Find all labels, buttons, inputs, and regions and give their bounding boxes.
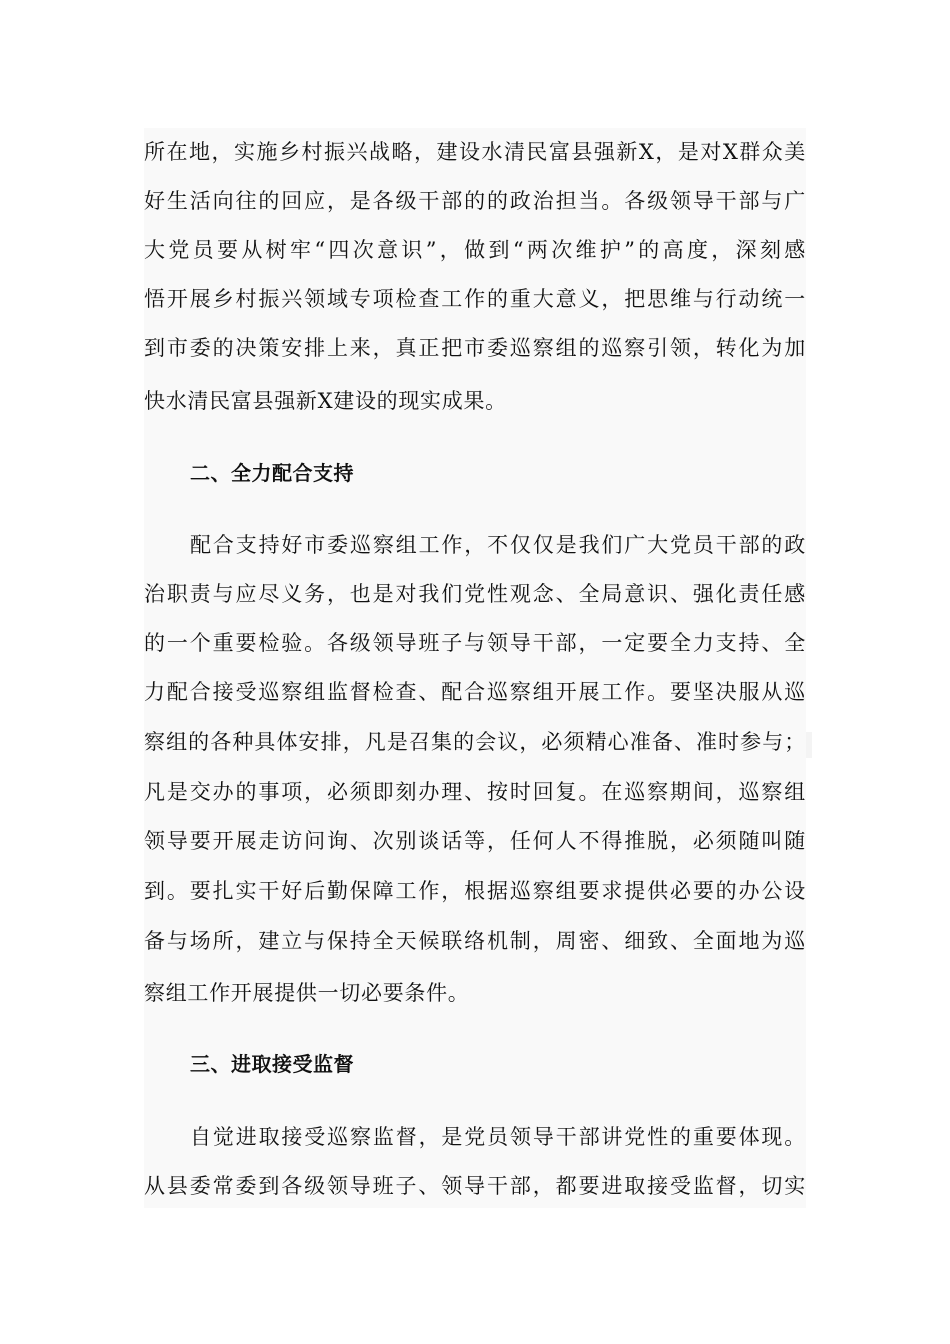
paragraph-line: 治职责与应尽义务，也是对我们党性观念、全局意识、强化责任感 [144,582,806,606]
paragraph-line: 力配合接受巡察组监督检查、配合巡察组开展工作。要坚决服从巡 [144,680,806,704]
section-heading: 三、进取接受监督 [190,1052,354,1076]
paragraph-line: 到。要扎实干好后勤保障工作，根据巡察组要求提供必要的办公设 [144,879,806,903]
paragraph-line: 的一个重要检验。各级领导班子与领导干部，一定要全力支持、全 [144,631,806,655]
paragraph-line: 快水清民富县强新Ⅹ建设的现实成果。 [144,389,507,413]
edge-mark [806,732,812,758]
paragraph-line: 领导要开展走访问询、次别谈话等，任何人不得推脱，必须随叫随 [144,829,806,853]
paragraph-line: 察组工作开展提供一切必要条件。 [144,981,470,1005]
paragraph-line: 到市委的决策安排上来，真正把市委巡察组的巡察引领，转化为加 [144,336,806,360]
paragraph-line: 从县委常委到各级领导班子、领导干部，都要进取接受监督，切实 [144,1174,806,1198]
paragraph-line: 备与场所，建立与保持全天候联络机制，周密、细致、全面地为巡 [144,929,806,953]
section-heading: 二、全力配合支持 [190,461,354,485]
paragraph-line: 所在地，实施乡村振兴战略，建设水清民富县强新Ⅹ，是对Ⅹ群众美 [144,140,806,164]
paragraph-line: 悟开展乡村振兴领域专项检查工作的重大意义，把思维与行动统一 [144,287,806,311]
paragraph-line: 察组的各种具体安排，凡是召集的会议，必须精心准备、准时参与； [144,730,806,754]
paragraph-line: 大党员要从树牢“四次意识”，做到“两次维护”的高度，深刻感 [144,238,806,262]
paragraph-line: 配合支持好市委巡察组工作，不仅仅是我们广大党员干部的政 [190,533,806,557]
paragraph-line: 好生活向往的回应，是各级干部的的政治担当。各级领导干部与广 [144,189,806,213]
paragraph-line: 凡是交办的事项，必须即刻办理、按时回复。在巡察期间，巡察组 [144,780,806,804]
paragraph-line: 自觉进取接受巡察监督，是党员领导干部讲党性的重要体现。 [190,1125,806,1149]
